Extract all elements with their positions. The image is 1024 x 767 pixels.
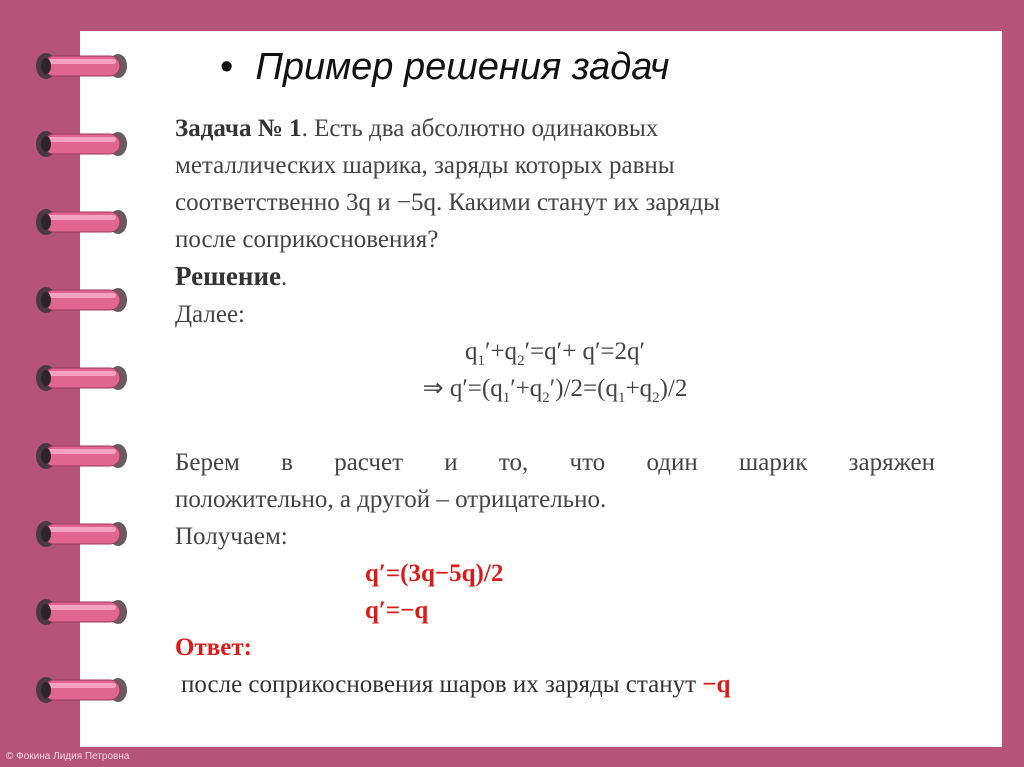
- binder-ring-icon: [34, 596, 130, 628]
- answer-text: после соприкосновения шаров их заряды станут: [181, 671, 703, 698]
- further-label: Далее:: [175, 301, 245, 328]
- solution-label: Решение: [175, 261, 281, 291]
- red-formula-1: q′=(3q−5q)/2: [365, 560, 504, 587]
- solution-heading: [175, 258, 935, 296]
- binder-ring-icon: [34, 440, 130, 472]
- problem-line-4: после соприкосновения?: [175, 226, 439, 253]
- answer-line: [175, 666, 935, 703]
- binder-ring-icon: [34, 518, 130, 550]
- binder-ring-icon: [34, 206, 130, 238]
- formula-1: $q_1'+q_2'=q'+ q'=2q'$: [464, 338, 645, 369]
- binder-ring-icon: [34, 674, 130, 706]
- consider-line-2: положительно, а другой – отрицательно.: [175, 486, 607, 513]
- footer-copyright: © Фокина Лидия Петровна: [6, 751, 130, 762]
- binder-ring-icon: [34, 284, 130, 316]
- solution-dot: .: [281, 264, 288, 291]
- red-formula-2: q′=−q: [365, 597, 429, 624]
- slide-title: [220, 46, 669, 89]
- answer-label: Ответ:: [175, 634, 252, 661]
- binder-ring-icon: [34, 128, 130, 160]
- title-bullet: •: [220, 46, 234, 88]
- problem-text-1: . Есть два абсолютно одинаковых: [301, 115, 659, 142]
- binder-ring-icon: [34, 362, 130, 394]
- problem-label: Задача № 1: [175, 115, 302, 142]
- problem-line-3: соответственно 3q и −5q. Какими станут их заряды: [175, 189, 720, 216]
- slide-body: [175, 110, 935, 703]
- answer-value: −q: [702, 671, 731, 698]
- title-text: Пример решения задач: [255, 46, 670, 88]
- formula-2: ⇒ $q'=(q_1'+q_2')/2=(q_1+q_2)/2$: [422, 375, 688, 406]
- obtain-label: Получаем:: [175, 523, 288, 550]
- problem-line-1: [175, 110, 935, 147]
- binder-ring-icon: [34, 50, 130, 82]
- consider-line-1: Берем в расчет и то, что один шарик заряжен: [175, 449, 935, 476]
- problem-line-2: металлических шарика, заряды которых равны: [175, 152, 675, 179]
